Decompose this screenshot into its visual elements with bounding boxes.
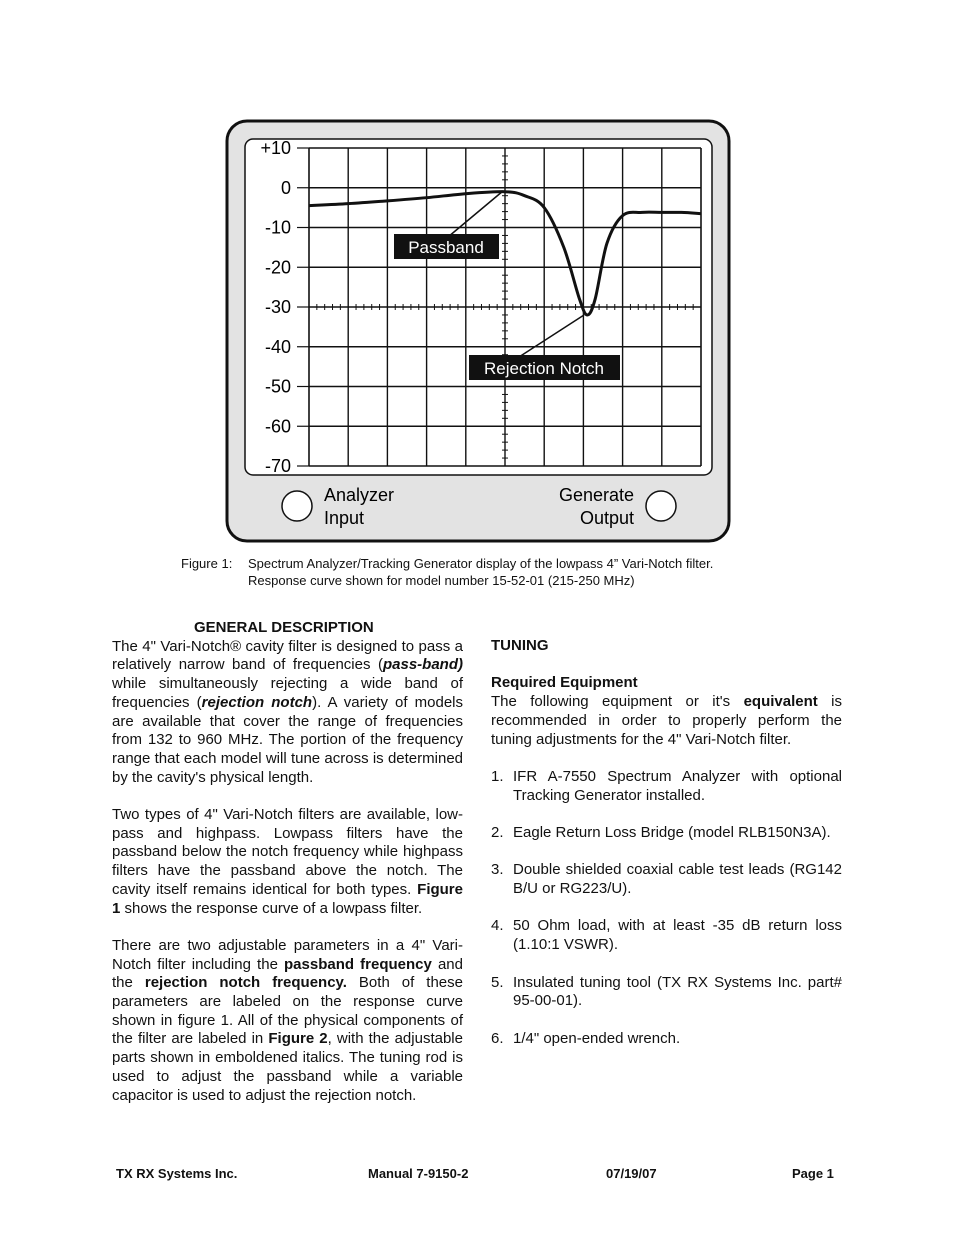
general-description-column (112, 619, 463, 1105)
y-tick-label: -30 (264, 297, 291, 317)
spectrum-analyzer-figure (0, 0, 954, 600)
equipment-item-text: Eagle Return Loss Bridge (model RLB150N3A). (513, 823, 831, 841)
equipment-item-text: 1/4" open-ended wrench. (513, 1029, 681, 1047)
y-tick-label: 0 (280, 177, 291, 198)
footer-company: TX RX Systems Inc. (116, 1166, 238, 1181)
generate-output-connector (646, 491, 676, 521)
equipment-item (491, 974, 842, 1011)
tuning-column (491, 637, 842, 1067)
equipment-item-number: 2. (491, 823, 504, 841)
equipment-item (491, 1030, 842, 1049)
required-equipment-subheading: Required Equipment (491, 674, 638, 692)
y-tick-label: +10 (260, 138, 291, 158)
equipment-item-number: 3. (491, 861, 504, 879)
y-tick-label: -40 (264, 336, 291, 357)
equipment-item-number: 4. (491, 917, 504, 935)
general-paragraph-2: Two types of 4" Vari-Notch filters are available, low-pass and highpass. Lowpass filters have the passband below the notch frequency while highpass filters have the passband above the notch. The cavity itself remains identical for both types. Figure 1 shows the response curve of a lowpass filter. (112, 806, 463, 917)
equipment-list (491, 768, 842, 1048)
equipment-item-number: 6. (491, 1029, 504, 1047)
analyzer-input-label-2: Input (324, 508, 365, 528)
caption-number: Figure 1: (181, 556, 233, 571)
analyzer-input-label-1: Analyzer (324, 485, 395, 505)
equipment-item-text: Double shielded coaxial cable test leads (RG142 B/U or RG223/U). (513, 861, 842, 898)
passband-label: Passband (408, 238, 484, 257)
generate-output-label-1: Generate (558, 485, 634, 505)
generate-output-label-2: Output (579, 508, 634, 528)
footer-manual: Manual 7-9150-2 (368, 1166, 469, 1181)
caption-line-1: Spectrum Analyzer/Tracking Generator display of the lowpass 4” Vari-Notch filter. (248, 556, 714, 571)
y-tick-label: -10 (264, 217, 291, 238)
equipment-item-text: 50 Ohm load, with at least -35 dB return loss (1.10:1 VSWR). (513, 917, 842, 954)
equipment-item (491, 917, 842, 954)
equipment-item-number: 1. (491, 767, 504, 785)
general-paragraph-1: The 4" Vari-Notch® cavity filter is designed to pass a relatively narrow band of frequencies (pass-band) while simultaneously rejecting a wide band of frequencies (rejection notch). A variety of models are available that cover the range of frequencies from 132 to 960 MHz. The portion of the frequency range that each model will tune across is determined by the cavity's physical length. (112, 637, 463, 786)
footer-page: Page 1 (792, 1166, 834, 1181)
equipment-item-text: IFR A-7550 Spectrum Analyzer with optional Tracking Generator installed. (513, 767, 842, 804)
equipment-item (491, 768, 842, 805)
tuning-intro: The following equipment or it's equivalent is recommended in order to properly perform the tuning adjustments for the 4" Vari-Notch filter. (491, 693, 842, 748)
equipment-item (491, 824, 842, 843)
footer-date: 07/19/07 (606, 1166, 657, 1181)
rejection-notch-label: Rejection Notch (483, 359, 605, 378)
equipment-item-text: Insulated tuning tool (TX RX Systems Inc. part# 95-00-01). (513, 973, 842, 1010)
y-tick-label: -70 (264, 456, 291, 476)
equipment-item (491, 861, 842, 898)
analyzer-input-connector (282, 491, 312, 521)
y-tick-label: -60 (264, 416, 291, 437)
y-tick-label: -50 (264, 376, 291, 397)
caption-line-2: Response curve shown for model number 15-52-01 (215-250 MHz) (248, 573, 635, 588)
y-tick-label: -20 (264, 257, 291, 278)
equipment-item-number: 5. (491, 973, 504, 991)
general-paragraph-3: There are two adjustable parameters in a 4" Vari-Notch filter including the passband frequency and the rejection notch frequency. Both of these parameters are labeled on the response curve shown in figure 1. All of the physical components of the filter are labeled in Figure 2, with the adjustable parts shown in emboldened italics. The tuning rod is used to adjust the passband while a variable capacitor is used to adjust the rejection notch. (112, 936, 463, 1104)
tuning-heading: TUNING (491, 637, 549, 654)
general-description-heading: GENERAL DESCRIPTION (194, 619, 374, 636)
